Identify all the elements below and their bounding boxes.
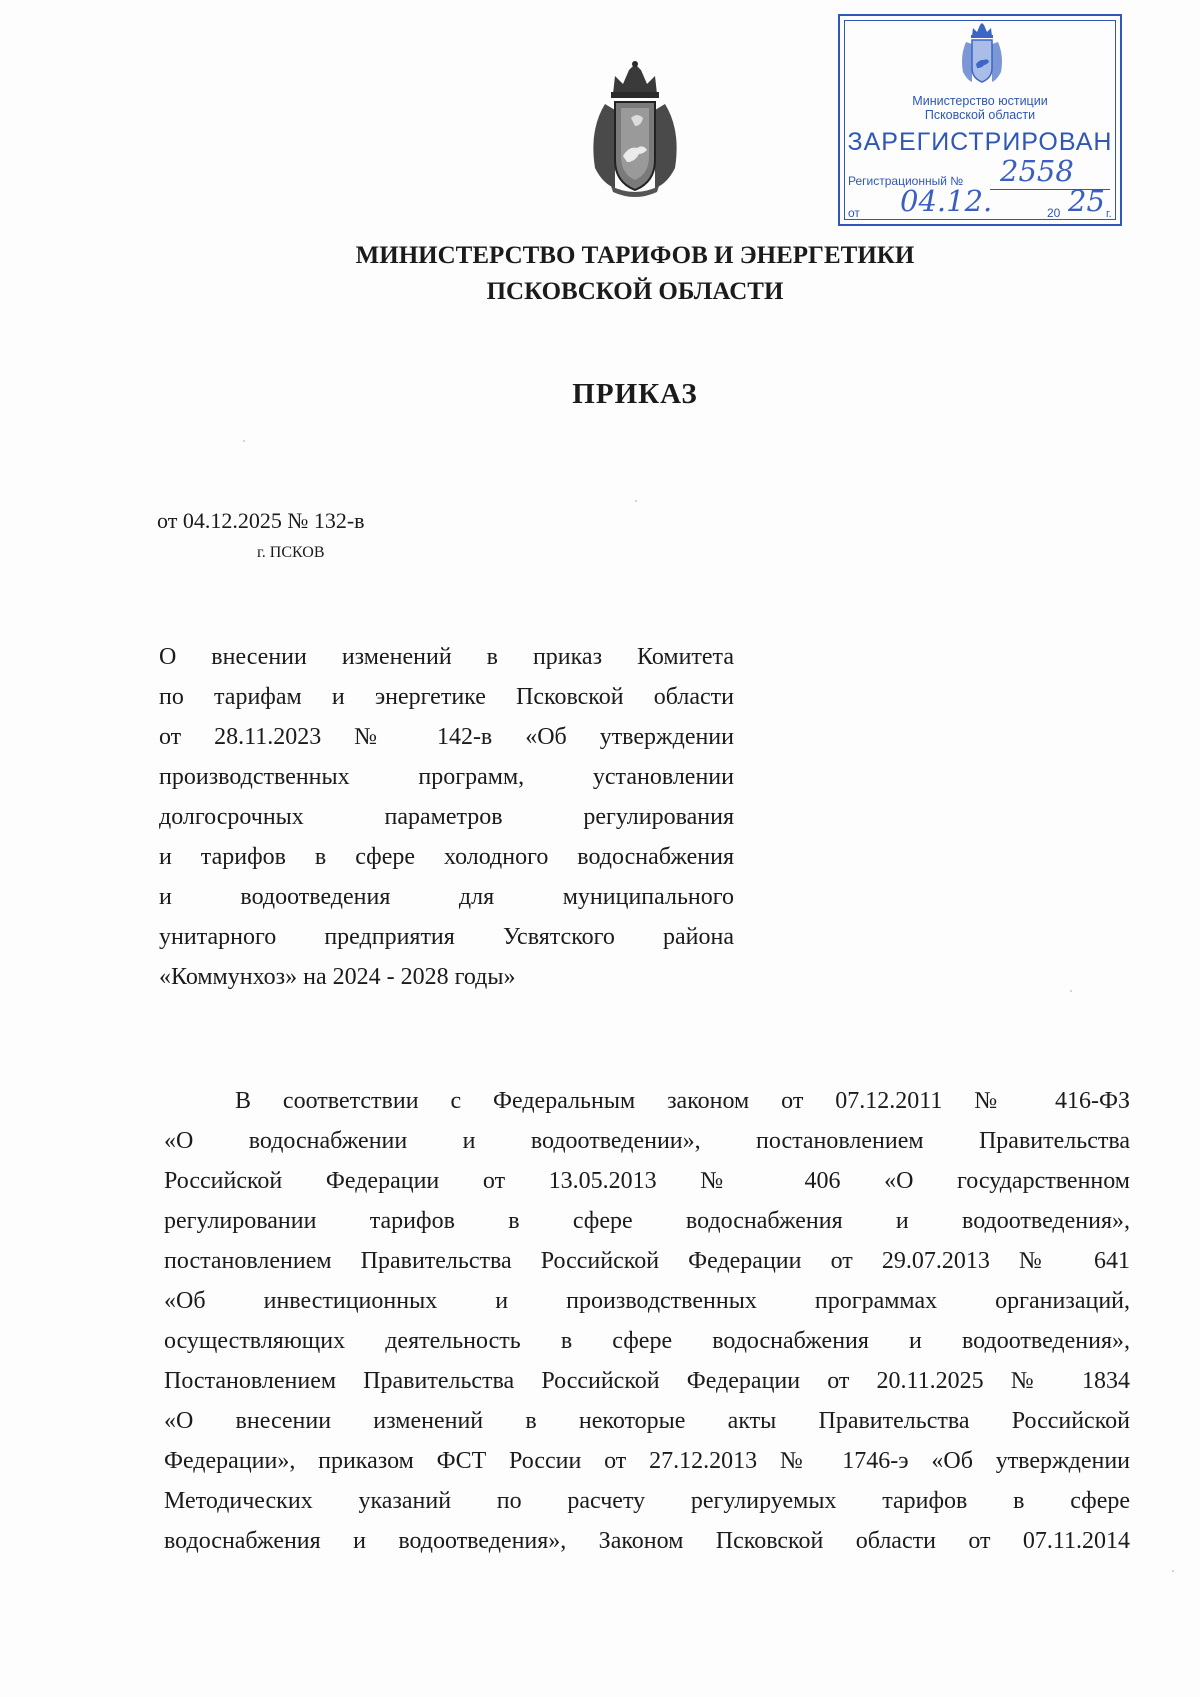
body-line: «О водоснабжении и водоотведении», постановлением Правительства [164,1128,1130,1154]
body-paragraph [164,1081,1130,1561]
document-type: ПРИКАЗ [572,378,698,410]
subject-line: долгосрочных параметров регулирования [159,804,734,830]
subject-line: и водоотведения для муниципального [159,884,734,910]
stamp-year-value: 25 [1068,184,1105,218]
subject-line: унитарного предприятия Усвятского района [159,924,734,950]
coat-of-arms-emblem [585,60,685,200]
body-line: Методических указаний по расчету регулируемых тарифов в сфере [164,1488,1130,1514]
subject-line: по тарифам и энергетике Псковской области [159,684,734,710]
scan-speck [1070,990,1072,992]
scan-speck [243,440,245,442]
body-line: осуществляющих деятельность в сфере водоснабжения и водоотведения», [164,1328,1130,1354]
ministry-region: ПСКОВСКОЙ ОБЛАСТИ [486,278,784,305]
stamp-reg-label: Регистрационный № [848,174,964,188]
body-line: Федерации», приказом ФСТ России от 27.12.2013 № 1746-э «Об утверждении [164,1448,1130,1474]
scan-speck [635,500,637,502]
body-line: водоснабжения и водоотведения», Законом Псковской области от 07.11.2014 [164,1528,1130,1554]
body-line: Постановлением Правительства Российской Федерации от 20.11.2025 № 1834 [164,1368,1130,1394]
ministry-title: МИНИСТЕРСТВО ТАРИФОВ И ЭНЕРГЕТИКИ [355,242,915,269]
order-subject [159,637,734,997]
stamp-year-suffix: г. [1106,208,1112,220]
body-line: «Об инвестиционных и производственных программах организаций, [164,1288,1130,1314]
scan-speck [1172,1570,1174,1572]
stamp-year-underline [1068,219,1104,220]
stamp-reg-number: 2558 [1000,154,1074,188]
subject-line: производственных программ, установлении [159,764,734,790]
subject-line: «Коммунхоз» на 2024 - 2028 годы» [159,964,516,990]
body-line: регулировании тарифов в сфере водоснабжения и водоотведения», [164,1208,1130,1234]
body-line: В соответствии с Федеральным законом от 07.12.2011 № 416-ФЗ [235,1088,1130,1114]
registration-stamp [838,14,1122,226]
stamp-org-line1: Министерство юстиции [912,94,1048,108]
stamp-status: ЗАРЕГИСТРИРОВАН [847,128,1113,156]
subject-line: от 28.11.2023 № 142-в «Об утверждении [159,724,734,750]
stamp-year-prefix: 20 [1047,206,1061,220]
stamp-date-value: 04.12. [900,184,993,218]
order-city: г. ПСКОВ [257,544,325,561]
subject-line: и тарифов в сфере холодного водоснабжения [159,844,734,870]
body-line: постановлением Правительства Российской Федерации от 29.07.2013 № 641 [164,1248,1130,1274]
stamp-date-prefix: от [848,206,860,220]
body-line: «О внесении изменений в некоторые акты Правительства Российской [164,1408,1130,1434]
stamp-emblem-icon [960,22,1004,86]
stamp-org-line2: Псковской области [924,108,1036,122]
order-number: от 04.12.2025 № 132-в [157,508,365,533]
body-line: Российской Федерации от 13.05.2013 № 406 «О государственном [164,1168,1130,1194]
subject-line: О внесении изменений в приказ Комитета [159,644,734,670]
stamp-date-underline [872,219,1032,220]
